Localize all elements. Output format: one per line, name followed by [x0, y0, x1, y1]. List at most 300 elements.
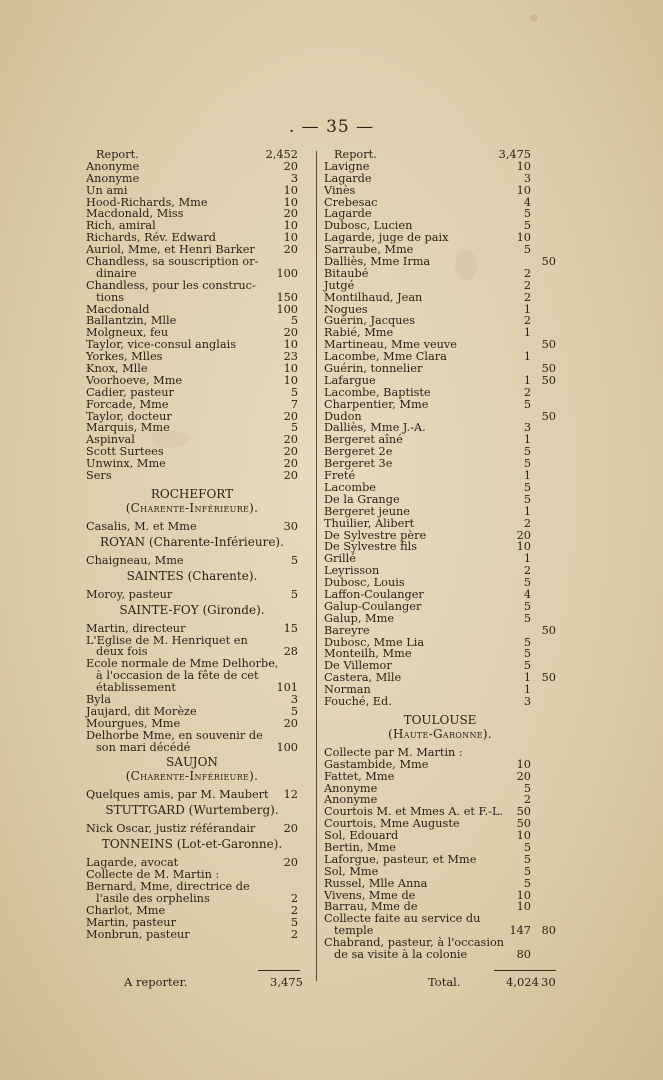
entry-amount: 5 [523, 876, 531, 890]
entry-name: Mourgues, Mme [86, 716, 181, 730]
ledger-row [86, 706, 298, 718]
entry-name: TOULOUSE [403, 712, 477, 727]
entry-name: Jaujard, dit Morèze [86, 704, 197, 718]
ledger-row [324, 292, 556, 304]
entry-amount: 5 [523, 219, 531, 233]
entry-name: établissement [96, 681, 176, 695]
entry-name: Byla [86, 692, 112, 706]
entry-amount: 5 [290, 553, 298, 567]
entry-name: Aspinval [86, 433, 135, 447]
entry-name: Cadier, pasteur [86, 385, 174, 399]
entry-name: Martin, pasteur [86, 915, 176, 929]
entry-amount: 1 [523, 350, 531, 364]
entry-amount: 5 [523, 397, 531, 411]
entry-name: Knox, Mlle [86, 362, 148, 376]
paper-stain [530, 14, 538, 22]
entry-name: Nick Oscar, justiz référandair [86, 822, 256, 836]
entry-amount: 20 [283, 159, 298, 173]
entry-amount: 3 [523, 171, 531, 185]
ledger-row [324, 747, 556, 759]
entry-name: Charpentier, Mme [324, 397, 429, 411]
ledger-row [86, 521, 298, 533]
entry-name: Bergeret aîné [324, 433, 403, 447]
ledger-row [86, 623, 298, 635]
ledger-row [86, 905, 298, 917]
entry-amount: 2 [523, 314, 531, 328]
entry-name: Castera, Mlle [324, 671, 402, 685]
section-heading [86, 805, 298, 819]
ledger-row [324, 759, 556, 771]
section-heading [86, 500, 298, 517]
ledger-row [86, 823, 298, 835]
entry-amount: 20 [283, 469, 298, 483]
entry-amount: 20 [516, 528, 531, 542]
entry-amount: 2 [290, 927, 298, 941]
entry-cents: 80 [541, 924, 556, 938]
entry-name: Ecole normale de Mme Delhorbe, [86, 657, 279, 671]
section-heading [86, 534, 298, 551]
entry-amount: 20 [283, 433, 298, 447]
entry-amount: 5 [290, 915, 298, 929]
entry-amount: 5 [523, 611, 531, 625]
entry-amount: 5 [523, 576, 531, 590]
entry-name: Forcade, Mme [86, 397, 169, 411]
entry-amount: 5 [290, 421, 298, 435]
ledger-row [324, 518, 556, 530]
entry-amount: 2,452 [265, 148, 298, 161]
entry-name: Scott Surtees [86, 445, 164, 459]
entry-name: Delhorbe Mme, en souvenir de [86, 728, 263, 742]
section-heading [86, 602, 298, 619]
entry-name: Bergeret jeune [324, 504, 410, 518]
ledger-row [86, 917, 298, 929]
entry-amount: 2 [523, 266, 531, 280]
entry-name: Anonyme [86, 171, 140, 185]
entry-amount: 5 [523, 480, 531, 494]
entry-amount: 10 [516, 540, 531, 554]
entry-name: Monbrun, pasteur [86, 927, 190, 941]
entry-cents: 50 [541, 255, 556, 269]
entry-name: SAINTES (Charente). [126, 568, 258, 583]
ledger-row [324, 506, 556, 518]
entry-name: De Sylvestre père [324, 528, 427, 542]
entry-amount: 2 [523, 564, 531, 578]
entry-amount: 5 [523, 781, 531, 795]
entry-name: Dalliès, Mme J.-A. [324, 421, 426, 435]
ledger-row [324, 866, 556, 878]
entry-name: Chandless, pour les construc- [86, 278, 256, 292]
entry-amount: 10 [516, 888, 531, 902]
entry-name: Guérin, tonnelier [324, 362, 423, 376]
entry-amount: 5 [523, 659, 531, 673]
entry-amount: 100 [276, 266, 298, 280]
entry-amount: 10 [283, 231, 298, 245]
entry-name: Bareyre [324, 623, 370, 637]
ledger-row [86, 292, 298, 304]
entry-name: Bertin, Mme [324, 840, 396, 854]
entry-amount: 10 [283, 219, 298, 233]
entry-name: Auriol, Mme, et Henri Barker [86, 243, 255, 257]
entry-amount: 20 [283, 243, 298, 257]
entry-name: Marquis, Mme [86, 421, 170, 435]
entry-name: Sarraube, Mme [324, 243, 414, 257]
entry-amount: 23 [283, 350, 298, 364]
entry-name: Report. [334, 148, 377, 161]
entry-name: Lagarde, avocat [86, 856, 179, 870]
entry-name: Bergeret 3e [324, 457, 393, 471]
entry-name: Bitaubé [324, 266, 369, 280]
entry-amount: 20 [283, 409, 298, 423]
entry-amount: 10 [516, 757, 531, 771]
entry-amount: 2 [523, 793, 531, 807]
entry-amount: 1 [523, 671, 531, 685]
ledger-row [324, 387, 556, 399]
entry-cents: 50 [541, 671, 556, 685]
entry-amount: 10 [283, 183, 298, 197]
entry-name: (Haute-Garonne). [388, 726, 492, 741]
entry-name: Rabié, Mme [324, 326, 394, 340]
entry-name: Courtois M. et Mmes A. et F.-L. [324, 805, 504, 819]
ledger-row [324, 949, 556, 961]
entry-name: Crebesac [324, 195, 378, 209]
entry-amount: 2 [523, 278, 531, 292]
entry-name: Barrau, Mme de [324, 900, 418, 914]
page-number: . — 35 — [288, 117, 375, 137]
entry-name: Galup-Coulanger [324, 599, 422, 613]
entry-amount: 1 [523, 433, 531, 447]
entry-name: temple [334, 924, 374, 938]
entry-name: Thuilier, Alibert [324, 516, 415, 530]
entry-name: Martin, directeur [86, 621, 186, 635]
entry-name: Unwinx, Mme [86, 457, 166, 471]
section-heading [86, 771, 298, 785]
entry-amount: 20 [283, 716, 298, 730]
entry-amount: 4 [523, 195, 531, 209]
ledger-row [324, 399, 556, 411]
column-divider [316, 151, 317, 981]
sum-rule-right [494, 970, 556, 971]
entry-cents: 50 [541, 623, 556, 637]
ledger-row [324, 185, 556, 197]
ledger-row [86, 789, 298, 801]
entry-amount: 20 [283, 822, 298, 836]
entry-name: tions [96, 290, 125, 304]
entry-amount: 5 [523, 445, 531, 459]
entry-name: ROYAN (Charente-Inférieure). [100, 534, 284, 549]
section-heading [86, 839, 298, 853]
entry-amount: 1 [523, 326, 531, 340]
entry-cents: 50 [541, 409, 556, 423]
ledger-row [86, 399, 298, 411]
entry-name: Jutgé [324, 278, 355, 292]
entry-name: Un ami [86, 183, 128, 197]
entry-name: de sa visite à la colonie [334, 948, 468, 961]
entry-name: Laforgue, pasteur, et Mme [324, 852, 477, 866]
entry-amount: 12 [283, 788, 298, 802]
entry-name: Lafargue [324, 373, 376, 387]
entry-name: Fouché, Ed. [324, 694, 392, 708]
ledger-row [86, 730, 298, 742]
entry-amount: 3 [290, 692, 298, 706]
entry-name: Anonyme [324, 793, 378, 807]
entry-name: Dudon [324, 409, 362, 423]
entry-amount: 5 [290, 385, 298, 399]
section-heading [324, 726, 556, 743]
ledger-row [324, 173, 556, 185]
entry-name: Norman [324, 683, 371, 697]
entry-amount: 1 [523, 504, 531, 518]
entry-name: Dalliès, Mme Irma [324, 255, 431, 269]
entry-name: De la Grange [324, 492, 400, 506]
ledger-row [324, 161, 556, 173]
ledger-row [86, 589, 298, 601]
entry-name: Chandless, sa souscription or- [86, 255, 259, 269]
entry-name: Russel, Mlle Anna [324, 876, 428, 890]
entry-name: Sol, Mme [324, 864, 379, 878]
entry-name: Lavigne [324, 159, 370, 173]
entry-name: à l'occasion de la fête de cet [96, 669, 259, 683]
entry-cents: 50 [541, 362, 556, 376]
entry-name: Gastambide, Mme [324, 757, 429, 771]
ledger-row [86, 387, 298, 399]
ledger-row [324, 494, 556, 506]
entry-amount: 100 [276, 740, 298, 754]
entry-name: Charlot, Mme [86, 903, 166, 917]
entry-name: Ballantzin, Mlle [86, 314, 177, 328]
entry-name: Grillé [324, 552, 356, 566]
entry-name: Dubosc, Lucien [324, 219, 413, 233]
entry-amount: 1 [523, 469, 531, 483]
entry-amount: 1 [523, 552, 531, 566]
ledger-row [86, 470, 298, 482]
ledger-row [324, 601, 556, 613]
sum-rule-left [258, 970, 300, 971]
entry-amount: 3,475 [498, 148, 531, 161]
entry-amount: 10 [283, 338, 298, 352]
entry-name: Collecte de M. Martin : [86, 868, 220, 882]
entry-amount: 5 [290, 704, 298, 718]
entry-name: Montilhaud, Jean [324, 290, 423, 304]
entry-name: Taylor, vice-consul anglais [86, 338, 237, 352]
entry-name: Nogues [324, 302, 368, 316]
entry-name: Lacombe, Baptiste [324, 385, 431, 399]
entry-name: dinaire [96, 266, 137, 280]
entry-name: deux fois [96, 645, 148, 659]
entry-name: Sers [86, 469, 112, 483]
entry-name: son mari décédé [96, 740, 191, 754]
entry-amount: 1 [523, 373, 531, 387]
entry-amount: 5 [523, 635, 531, 649]
entry-name: Richards, Rév. Edward [86, 231, 216, 245]
entry-name: Casalis, M. et Mme [86, 519, 197, 533]
entry-amount: 20 [283, 207, 298, 221]
entry-amount: 2 [290, 903, 298, 917]
entry-name: TONNEINS (Lot-et-Garonne). [101, 837, 283, 852]
entry-amount: 3 [523, 421, 531, 435]
ledger-row [86, 682, 298, 694]
entry-cents: 50 [541, 373, 556, 387]
entry-name: Vivens, Mme de [324, 888, 416, 902]
entry-name: Fattet, Mme [324, 769, 395, 783]
entry-name: Rich, amiral [86, 219, 156, 233]
entry-amount: 5 [523, 599, 531, 613]
ledger-row [86, 280, 298, 292]
entry-name: Taylor, docteur [86, 409, 172, 423]
ledger-row [86, 173, 298, 185]
entry-amount: 10 [516, 159, 531, 173]
entry-name: Laffon-Coulanger [324, 587, 424, 601]
total-label: Total. [428, 975, 461, 989]
entry-name: Chaigneau, Mme [86, 553, 184, 567]
entry-name: Collecte faite au service du [324, 912, 481, 926]
entry-amount: 50 [516, 817, 531, 831]
ledger-row [86, 185, 298, 197]
entry-amount: 5 [523, 492, 531, 506]
entry-name: Anonyme [86, 159, 140, 173]
entry-name: Molgneux, feu [86, 326, 169, 340]
entry-amount: 2 [523, 516, 531, 530]
entry-amount: 2 [523, 385, 531, 399]
entry-amount: 10 [516, 183, 531, 197]
entry-name: Courtois, Mme Auguste [324, 817, 460, 831]
entry-amount: 5 [290, 587, 298, 601]
entry-amount: 100 [276, 302, 298, 316]
ledger-row [86, 555, 298, 567]
entry-amount: 5 [523, 207, 531, 221]
entry-amount: 20 [283, 856, 298, 870]
right-column [324, 149, 556, 961]
entry-name: Leyrisson [324, 564, 380, 578]
entry-name: De Villemor [324, 659, 392, 673]
entry-name: Monteilh, Mme [324, 647, 412, 661]
entry-name: Collecte par M. Martin : [324, 745, 463, 759]
entry-amount: 1 [523, 302, 531, 316]
entry-name: Lagarde [324, 207, 372, 221]
entry-name: Martineau, Mme veuve [324, 338, 457, 352]
ledger-row [86, 458, 298, 470]
entry-name: SAINTE-FOY (Gironde). [119, 602, 265, 617]
entry-name: Vinès [324, 183, 356, 197]
entry-name: STUTTGARD (Wurtemberg). [105, 803, 279, 818]
entry-name: l'asile des orphelins [96, 891, 210, 905]
entry-name: L'Eglise de M. Henriquet en [86, 633, 248, 647]
entry-amount: 20 [283, 326, 298, 340]
entry-name: Dubosc, Mme Lia [324, 635, 425, 649]
entry-amount: 10 [283, 195, 298, 209]
entry-amount: 10 [516, 829, 531, 843]
ledger-row [324, 854, 556, 866]
entry-name: Hood-Richards, Mme [86, 195, 208, 209]
entry-amount: 10 [283, 362, 298, 376]
ledger-row [86, 161, 298, 173]
entry-amount: 5 [523, 840, 531, 854]
entry-name: Galup, Mme [324, 611, 395, 625]
ledger-row [324, 696, 556, 708]
ledger-row [324, 458, 556, 470]
entry-amount: 3 [290, 171, 298, 185]
entry-name: Lacombe, Mme Clara [324, 350, 447, 364]
entry-name: Lacombe [324, 480, 376, 494]
entry-amount: 50 [516, 805, 531, 819]
entry-name: Chabrand, pasteur, à l'occasion [324, 936, 505, 950]
section-heading [86, 568, 298, 585]
total-cents: 30 [541, 975, 556, 989]
entry-name: Report. [96, 148, 139, 161]
entry-cents: 50 [541, 338, 556, 352]
entry-name: (Charente-Inférieure). [125, 769, 259, 784]
entry-name: Quelques amis, par M. Maubert [86, 788, 269, 802]
entry-amount: 5 [523, 864, 531, 878]
entry-amount: 150 [276, 290, 298, 304]
entry-name: ROCHEFORT [150, 486, 234, 501]
ledger-row [324, 541, 556, 553]
entry-name: Macdonald [86, 302, 150, 316]
entry-name: Bergeret 2e [324, 445, 393, 459]
entry-name: Lagarde [324, 171, 372, 185]
entry-amount: 3 [523, 694, 531, 708]
entry-name: Macdonald, Miss [86, 207, 184, 221]
entry-amount: 20 [283, 445, 298, 459]
entry-amount: 10 [283, 373, 298, 387]
ledger-row [86, 893, 298, 905]
entry-amount: 1 [523, 683, 531, 697]
entry-name: Sol, Edouard [324, 829, 399, 843]
entry-amount: 4 [523, 587, 531, 601]
entry-amount: 5 [523, 457, 531, 471]
entry-amount: 147 [509, 924, 531, 938]
entry-name: Bernard, Mme, directrice de [86, 879, 250, 893]
entry-amount: 20 [516, 769, 531, 783]
ledger-row [86, 929, 298, 941]
ledger-row [324, 625, 556, 637]
entry-amount: 10 [516, 900, 531, 914]
entry-amount: 15 [283, 621, 298, 635]
entry-amount: 2 [523, 290, 531, 304]
entry-amount: 28 [283, 645, 298, 659]
entry-name: Freté [324, 469, 356, 483]
entry-name: (Charente-Inférieure). [125, 500, 259, 515]
entry-name: SAUJON [166, 755, 218, 770]
entry-name: Yorkes, Mlles [86, 350, 163, 364]
ledger-row [324, 268, 556, 280]
entry-name: Moroy, pasteur [86, 587, 173, 601]
total-amount: 4,024 [506, 975, 539, 989]
entry-amount: 5 [523, 647, 531, 661]
ledger-row [324, 613, 556, 625]
entry-amount: 30 [283, 519, 298, 533]
ledger-row [324, 280, 556, 292]
entry-name: De Sylvestre fils [324, 540, 418, 554]
entry-amount: 80 [516, 948, 531, 961]
carry-forward-amount: 3,475 [270, 975, 303, 989]
ledger-row [324, 771, 556, 783]
entry-amount: 5 [523, 243, 531, 257]
ledger-row [86, 718, 298, 730]
entry-amount: 101 [276, 681, 298, 695]
entry-amount: 5 [523, 852, 531, 866]
entry-name: Guérin, Jacques [324, 314, 416, 328]
entry-amount: 2 [290, 891, 298, 905]
entry-amount: 5 [290, 314, 298, 328]
ledger-row [86, 742, 298, 754]
entry-amount: 7 [290, 397, 298, 411]
ledger-row [324, 878, 556, 890]
ledger-row [86, 268, 298, 280]
entry-amount: 10 [516, 231, 531, 245]
entry-name: Lagarde, juge de paix [324, 231, 449, 245]
carry-forward-label: A reporter. [124, 975, 188, 989]
entry-name: Voorhoeve, Mme [86, 373, 183, 387]
